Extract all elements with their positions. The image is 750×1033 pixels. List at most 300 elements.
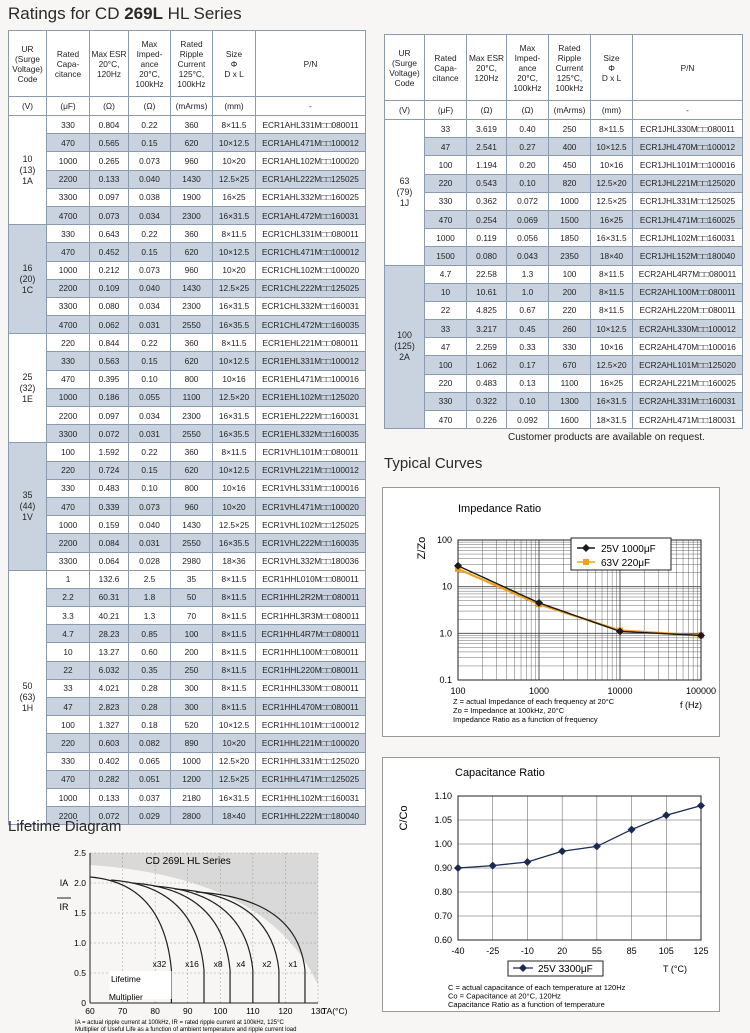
table-row xyxy=(385,247,743,265)
table-cell: 0.282 xyxy=(90,770,129,788)
table-cell: ECR1EHL471M□□100016 xyxy=(256,370,366,388)
table-cell: 12.5×25 xyxy=(213,170,256,188)
table-cell: 0.031 xyxy=(129,316,171,334)
table-cell: ECR1HHL101M□□100012 xyxy=(256,716,366,734)
table-row xyxy=(385,338,743,356)
table-cell: 670 xyxy=(549,356,591,374)
table-row xyxy=(9,497,366,515)
table-cell: 0.15 xyxy=(129,243,171,261)
y-axis-label: IA xyxy=(59,878,69,888)
table-cell: 28.23 xyxy=(90,625,129,643)
x-tick-label: 100 xyxy=(213,1006,228,1016)
table-cell: 620 xyxy=(171,352,213,370)
table-cell: 1000 xyxy=(47,261,90,279)
table-row xyxy=(385,156,743,174)
table-cell: ECR1VHL221M□□100012 xyxy=(256,461,366,479)
table-cell: 10×16 xyxy=(591,338,633,356)
table-cell: 470 xyxy=(47,134,90,152)
table-cell: 0.084 xyxy=(90,534,129,552)
column-header: P/N xyxy=(256,31,366,97)
table-cell: ECR1JHL470M□□100012 xyxy=(633,138,743,156)
table-cell: 0.097 xyxy=(90,188,129,206)
table-cell: 100 xyxy=(425,356,467,374)
capacitance-ratio-chart xyxy=(383,758,721,1013)
table-cell: 620 xyxy=(171,461,213,479)
table-row xyxy=(9,407,366,425)
table-cell: 0.031 xyxy=(129,425,171,443)
table-cell: 47 xyxy=(425,138,467,156)
table-row xyxy=(9,352,366,370)
table-cell: 16×31.5 xyxy=(213,297,256,315)
table-cell: ECR1EHL221M□□080011 xyxy=(256,334,366,352)
table-cell: 620 xyxy=(171,134,213,152)
table-cell: ECR1CHL102M□□100020 xyxy=(256,261,366,279)
x-tick-label: 110 xyxy=(246,1006,260,1016)
table-cell: 800 xyxy=(171,370,213,388)
table-cell: 0.22 xyxy=(129,116,171,134)
table-cell: 0.565 xyxy=(90,134,129,152)
table-cell: 200 xyxy=(171,643,213,661)
table-cell: 1200 xyxy=(171,770,213,788)
table-cell: 0.133 xyxy=(90,170,129,188)
table-cell: ECR1VHL471M□□100020 xyxy=(256,497,366,515)
table-row xyxy=(385,265,743,283)
x-tick-label: -40 xyxy=(451,946,465,956)
unit-header: (mm) xyxy=(213,97,256,116)
voltage-code-cell: 25 (32) 1E xyxy=(9,334,47,443)
table-cell: 1100 xyxy=(549,374,591,392)
table-cell: 0.082 xyxy=(129,734,171,752)
table-cell: 0.254 xyxy=(467,210,507,228)
table-cell: 8×11.5 xyxy=(213,116,256,134)
table-cell: 220 xyxy=(47,734,90,752)
x-tick-label: 10000 xyxy=(607,686,633,696)
y-tick-label: 0.60 xyxy=(434,935,452,945)
table-cell: 8×11.5 xyxy=(213,607,256,625)
table-cell: 18×31.5 xyxy=(591,411,633,429)
legend-marker xyxy=(583,559,589,565)
table-cell: 18×40 xyxy=(213,807,256,825)
table-cell: 12.5×20 xyxy=(213,752,256,770)
table-cell: 3.3 xyxy=(47,607,90,625)
table-cell: ECR1HHL470M□□080011 xyxy=(256,698,366,716)
table-row xyxy=(385,392,743,410)
table-cell: 330 xyxy=(47,116,90,134)
table-cell: ECR1VHL331M□□100016 xyxy=(256,479,366,497)
table-cell: 1100 xyxy=(171,388,213,406)
x-axis-label: TA(°C) xyxy=(322,1006,348,1016)
y-axis-label: IR xyxy=(59,902,69,912)
x-tick-label: 80 xyxy=(150,1006,160,1016)
table-cell: 0.040 xyxy=(129,279,171,297)
unit-header: (mArms) xyxy=(549,101,591,120)
table-cell: 0.159 xyxy=(90,516,129,534)
table-cell: 1 xyxy=(47,570,90,588)
chart-title: Impedance Ratio xyxy=(458,503,542,515)
unit-header: (V) xyxy=(9,97,47,116)
table-cell: 0.069 xyxy=(507,210,549,228)
y-tick-label: 0 xyxy=(81,998,86,1008)
table-cell: 0.029 xyxy=(129,807,171,825)
table-cell: 18×40 xyxy=(591,247,633,265)
x-tick-label: -10 xyxy=(520,946,534,956)
table-cell: ECR1HHL4R7M□□080011 xyxy=(256,625,366,643)
table-row xyxy=(9,370,366,388)
table-cell: 0.031 xyxy=(129,534,171,552)
y-tick-label: 0.5 xyxy=(74,968,86,978)
table-row xyxy=(9,698,366,716)
table-row xyxy=(9,625,366,643)
table-cell: 0.062 xyxy=(90,316,129,334)
table-cell: 16×25 xyxy=(591,210,633,228)
table-cell: 300 xyxy=(171,698,213,716)
table-cell: 2180 xyxy=(171,788,213,806)
table-row xyxy=(385,210,743,228)
table-cell: 0.17 xyxy=(507,356,549,374)
table-cell: 0.073 xyxy=(129,261,171,279)
chart-note: Z = actual Impedance of each frequency at 20°C xyxy=(453,697,615,706)
table-cell: ECR1CHL472M□□160035 xyxy=(256,316,366,334)
table-cell: 0.603 xyxy=(90,734,129,752)
table-cell: 8×11.5 xyxy=(591,265,633,283)
table-cell: 400 xyxy=(549,138,591,156)
data-point xyxy=(454,864,462,872)
ratings-table-right xyxy=(384,34,743,429)
table-cell: ECR1JHL101M□□100016 xyxy=(633,156,743,174)
unit-header: (Ω) xyxy=(507,101,549,120)
table-cell: 8×11.5 xyxy=(591,301,633,319)
table-cell: 0.45 xyxy=(507,320,549,338)
table-cell: 220 xyxy=(425,174,467,192)
table-cell: 0.040 xyxy=(129,516,171,534)
table-cell: 10×20 xyxy=(213,734,256,752)
table-cell: 16×31.5 xyxy=(213,407,256,425)
table-cell: 0.040 xyxy=(129,170,171,188)
table-cell: 0.22 xyxy=(129,443,171,461)
y-tick-label: 0.80 xyxy=(434,887,452,897)
table-cell: 50 xyxy=(171,588,213,606)
table-row xyxy=(9,679,366,697)
table-cell: 470 xyxy=(47,243,90,261)
multiplier-label: x1 xyxy=(288,959,298,969)
table-cell: 8×11.5 xyxy=(213,225,256,243)
table-cell: 2.823 xyxy=(90,698,129,716)
data-point xyxy=(697,802,705,810)
x-tick-label: 125 xyxy=(693,946,709,956)
data-point xyxy=(558,847,566,855)
data-point xyxy=(662,811,670,819)
table-cell: 8×11.5 xyxy=(591,283,633,301)
table-cell: 12.5×20 xyxy=(213,388,256,406)
table-cell: 0.483 xyxy=(90,479,129,497)
table-row xyxy=(9,588,366,606)
table-cell: 2.541 xyxy=(467,138,507,156)
table-cell: 0.133 xyxy=(90,788,129,806)
table-row xyxy=(385,192,743,210)
table-cell: 10×20 xyxy=(213,261,256,279)
table-cell: ECR2AHL471M□□180031 xyxy=(633,411,743,429)
table-cell: ECR1VHL102M□□125025 xyxy=(256,516,366,534)
y-tick-label: 2.5 xyxy=(74,848,86,858)
table-cell: 220 xyxy=(47,461,90,479)
table-cell: ECR1AHL102M□□100020 xyxy=(256,152,366,170)
table-row xyxy=(9,188,366,206)
table-cell: 330 xyxy=(425,192,467,210)
page-title: Ratings for CD 269L HL Series xyxy=(8,4,242,23)
table-cell: 10×16 xyxy=(213,370,256,388)
table-row xyxy=(385,138,743,156)
column-header: Max Imped- ance 20°C, 100kHz xyxy=(129,31,171,97)
table-cell: 0.212 xyxy=(90,261,129,279)
table-cell: 3300 xyxy=(47,552,90,570)
table-cell: 1000 xyxy=(47,388,90,406)
table-cell: 470 xyxy=(425,210,467,228)
ratings-table-left xyxy=(8,30,366,825)
legend-label: 25V 3300μF xyxy=(538,964,593,975)
table-cell: 330 xyxy=(47,225,90,243)
table-cell: ECR1EHL332M□□160035 xyxy=(256,425,366,443)
y-tick-label: 1.0 xyxy=(439,628,452,639)
column-header: Rated Capa- citance xyxy=(47,31,90,97)
table-cell: 10×12.5 xyxy=(213,461,256,479)
impedance-chart-panel xyxy=(382,487,720,737)
table-cell: 260 xyxy=(549,320,591,338)
table-cell: 0.724 xyxy=(90,461,129,479)
table-cell: ECR1HHL330M□□080011 xyxy=(256,679,366,697)
table-cell: 0.402 xyxy=(90,752,129,770)
table-cell: 100 xyxy=(47,443,90,461)
table-cell: 4.825 xyxy=(467,301,507,319)
capacitance-chart-panel xyxy=(382,757,720,1012)
table-cell: ECR1CHL332M□□160031 xyxy=(256,297,366,315)
table-cell: 0.080 xyxy=(467,247,507,265)
table-cell: 0.322 xyxy=(467,392,507,410)
table-cell: 450 xyxy=(549,156,591,174)
table-cell: ECR1HHL3R3M□□080011 xyxy=(256,607,366,625)
legend-label: 25V 1000μF xyxy=(601,544,656,555)
table-row xyxy=(9,261,366,279)
x-tick-label: 85 xyxy=(626,946,637,956)
table-cell: ECR1EHL102M□□125020 xyxy=(256,388,366,406)
table-cell: 0.452 xyxy=(90,243,129,261)
table-cell: 0.563 xyxy=(90,352,129,370)
table-cell: 2.2 xyxy=(47,588,90,606)
column-header: UR (Surge Voltage) Code xyxy=(385,35,425,101)
table-cell: 0.073 xyxy=(90,206,129,224)
table-cell: 1430 xyxy=(171,516,213,534)
y-tick-label: 1.00 xyxy=(434,839,452,849)
x-tick-label: 55 xyxy=(591,946,602,956)
table-cell: 0.097 xyxy=(90,407,129,425)
x-tick-label: 1000 xyxy=(528,686,550,696)
table-row xyxy=(385,120,743,138)
table-row xyxy=(9,770,366,788)
table-cell: 3300 xyxy=(47,188,90,206)
table-cell: 1.0 xyxy=(507,283,549,301)
table-cell: 33 xyxy=(425,120,467,138)
table-cell: 8×11.5 xyxy=(213,588,256,606)
unit-header: (Ω) xyxy=(129,97,171,116)
table-cell: ECR2AHL330M□□100012 xyxy=(633,320,743,338)
table-cell: 0.483 xyxy=(467,374,507,392)
multiplier-label: x16 xyxy=(185,959,199,969)
table-cell: ECR2AHL221M□□160025 xyxy=(633,374,743,392)
table-cell: 0.643 xyxy=(90,225,129,243)
unit-header: - xyxy=(633,101,743,120)
table-cell: 330 xyxy=(47,752,90,770)
table-cell: 2200 xyxy=(47,170,90,188)
table-cell: 33 xyxy=(425,320,467,338)
table-cell: ECR1JHL330M□□080011 xyxy=(633,120,743,138)
table-cell: ECR1VHL222M□□160035 xyxy=(256,534,366,552)
table-cell: 10×12.5 xyxy=(213,134,256,152)
table-cell: 2200 xyxy=(47,807,90,825)
table-cell: 1900 xyxy=(171,188,213,206)
table-cell: 0.037 xyxy=(129,788,171,806)
table-row xyxy=(9,516,366,534)
table-cell: 1600 xyxy=(549,411,591,429)
table-row xyxy=(9,170,366,188)
table-cell: 0.073 xyxy=(129,497,171,515)
table-cell: 8×11.5 xyxy=(213,443,256,461)
column-header: UR (Surge Voltage) Code xyxy=(9,31,47,97)
table-cell: 16×31.5 xyxy=(591,392,633,410)
table-row xyxy=(9,316,366,334)
availability-note: Customer products are available on request. xyxy=(508,432,705,443)
table-row xyxy=(385,356,743,374)
table-row xyxy=(9,388,366,406)
y-tick-label: 0.70 xyxy=(434,911,452,921)
column-header: Max ESR 20°C, 120Hz xyxy=(90,31,129,97)
table-cell: ECR1VHL101M□□080011 xyxy=(256,443,366,461)
table-cell: 16×35.5 xyxy=(213,425,256,443)
table-row xyxy=(9,279,366,297)
table-cell: 35 xyxy=(171,570,213,588)
table-cell: 47 xyxy=(425,338,467,356)
table-cell: 0.072 xyxy=(90,807,129,825)
table-cell: 0.85 xyxy=(129,625,171,643)
y-tick-label: 100 xyxy=(436,535,452,545)
table-cell: 0.20 xyxy=(507,156,549,174)
impedance-ratio-chart xyxy=(383,488,721,738)
table-row xyxy=(9,334,366,352)
series-line xyxy=(458,569,701,636)
table-cell: 4700 xyxy=(47,316,90,334)
table-cell: 0.080 xyxy=(90,297,129,315)
table-cell: 330 xyxy=(47,352,90,370)
table-cell: 100 xyxy=(549,265,591,283)
table-cell: ECR2AHL100M□□080011 xyxy=(633,283,743,301)
table-row xyxy=(9,552,366,570)
y-tick-label: 1.0 xyxy=(74,938,86,948)
table-cell: ECR1HHL222M□□180040 xyxy=(256,807,366,825)
table-cell: 13.27 xyxy=(90,643,129,661)
table-cell: 0.10 xyxy=(507,392,549,410)
table-cell: 0.22 xyxy=(129,334,171,352)
unit-header: (mm) xyxy=(591,101,633,120)
table-cell: ECR1AHL222M□□125025 xyxy=(256,170,366,188)
table-cell: 2550 xyxy=(171,425,213,443)
table-row xyxy=(9,443,366,461)
y-tick-label: 2.0 xyxy=(74,878,86,888)
table-cell: ECR2AHL470M□□100016 xyxy=(633,338,743,356)
table-cell: ECR2AHL4R7M□□080011 xyxy=(633,265,743,283)
voltage-code-cell: 100 (125) 2A xyxy=(385,265,425,429)
unit-header: (Ω) xyxy=(90,97,129,116)
data-point xyxy=(593,842,601,850)
table-cell: 100 xyxy=(47,716,90,734)
table-cell: 0.055 xyxy=(129,388,171,406)
y-tick-label: 0.90 xyxy=(434,863,452,873)
table-cell: 8×11.5 xyxy=(213,661,256,679)
table-cell: 10×12.5 xyxy=(591,320,633,338)
table-cell: 8×11.5 xyxy=(213,698,256,716)
table-cell: ECR1EHL222M□□160031 xyxy=(256,407,366,425)
x-tick-label: 100 xyxy=(450,686,466,696)
table-cell: ECR1JHL152M□□180040 xyxy=(633,247,743,265)
table-cell: 16×31.5 xyxy=(213,206,256,224)
table-cell: 0.10 xyxy=(129,370,171,388)
table-cell: 12.5×25 xyxy=(213,516,256,534)
x-axis-label: T (°C) xyxy=(663,964,687,974)
table-cell: 1000 xyxy=(47,788,90,806)
unit-header: (μF) xyxy=(47,97,90,116)
table-cell: ECR1HHL102M□□160031 xyxy=(256,788,366,806)
table-row xyxy=(9,116,366,134)
table-cell: 100 xyxy=(425,156,467,174)
lifetime-chart xyxy=(0,838,360,1033)
table-cell: 3300 xyxy=(47,425,90,443)
table-row xyxy=(385,229,743,247)
table-row xyxy=(9,206,366,224)
table-row xyxy=(385,174,743,192)
table-row xyxy=(385,374,743,392)
table-cell: 330 xyxy=(47,479,90,497)
data-point xyxy=(489,862,497,870)
table-cell: 0.265 xyxy=(90,152,129,170)
table-cell: ECR1CHL331M□□080011 xyxy=(256,225,366,243)
table-row xyxy=(385,320,743,338)
table-cell: 1000 xyxy=(549,192,591,210)
voltage-code-cell: 35 (44) 1V xyxy=(9,443,47,570)
table-cell: 960 xyxy=(171,152,213,170)
table-cell: 1.062 xyxy=(467,356,507,374)
table-cell: 360 xyxy=(171,334,213,352)
table-cell: 0.034 xyxy=(129,206,171,224)
table-cell: 10×16 xyxy=(213,479,256,497)
x-tick-label: 100000 xyxy=(685,686,717,696)
table-cell: 0.18 xyxy=(129,716,171,734)
table-cell: 10×12.5 xyxy=(213,243,256,261)
table-cell: 1000 xyxy=(47,516,90,534)
table-cell: 10×12.5 xyxy=(213,352,256,370)
table-cell: ECR1HHL2R2M□□080011 xyxy=(256,588,366,606)
table-cell: 360 xyxy=(171,443,213,461)
y-axis-label: Z/Zo xyxy=(416,536,428,560)
table-cell: 3.217 xyxy=(467,320,507,338)
table-cell: 8×11.5 xyxy=(213,679,256,697)
x-tick-label: 70 xyxy=(117,1006,128,1016)
table-cell: 0.35 xyxy=(129,661,171,679)
table-row xyxy=(9,788,366,806)
table-cell: 100 xyxy=(171,625,213,643)
table-cell: 12.5×20 xyxy=(591,356,633,374)
table-cell: 1850 xyxy=(549,229,591,247)
table-cell: 1500 xyxy=(425,247,467,265)
table-cell: 0.051 xyxy=(129,770,171,788)
y-tick-label: 1.05 xyxy=(434,815,452,825)
chart-note: Impedance Ratio as a function of frequency xyxy=(453,715,598,724)
